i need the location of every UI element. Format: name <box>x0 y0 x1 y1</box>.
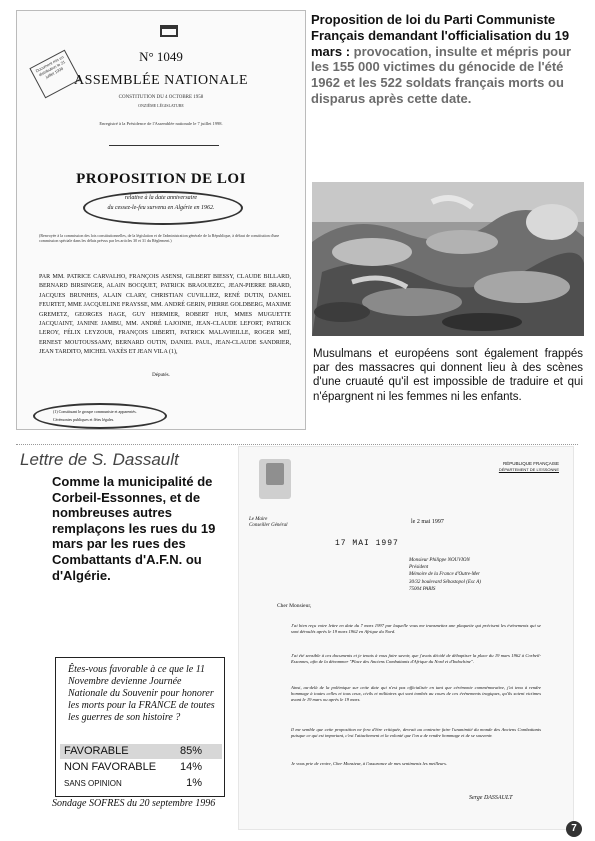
headline-grey-part: provocation, insulte et mépris pour les 155 000 victimes du génocide de l'été 1962 et les 522 soldats français morts ou disparus après cette date. <box>311 43 572 106</box>
letter-paragraph: Ainsi, au-delà de la polémique sur cette date qui n'est pas officialisée en tant que cérémonie commémorative, j'ai tenu à rendre hommage à toutes celles et tous ceux, civils et militaires qui sont tombés au cours de ces événements tragiques, qu'ils soient victimes avant le 19 mars ou après le 19 mars. <box>291 685 541 702</box>
received-date-stamp: 17 MAI 1997 <box>335 539 399 548</box>
bill-title: PROPOSITION DE LOI <box>76 171 246 187</box>
dassault-letter-title: Lettre de S. Dassault <box>20 450 179 469</box>
sender-title-councillor: Conseiller Général <box>249 523 288 528</box>
poll-label: NON FAVORABLE <box>64 761 157 773</box>
distribution-stamp: Document mis en distribution le 21 juillet 1998 <box>29 50 80 99</box>
poll-label: SANS OPINION <box>64 779 122 788</box>
poll-value: 1% <box>186 777 202 789</box>
bill-document-scan <box>16 10 306 430</box>
poll-box <box>55 657 225 797</box>
referral-note: (Renvoyée à la commission des lois constitutionnelles, de la législation et de l'administration générale de la République, à défaut de constitution d'une commission spéciale dans les délais prévus par les articles 30 et 31 du Règlement.) <box>39 233 280 243</box>
addressee-line: 30/32 boulevard Sébastopol (Esc A) <box>409 579 481 585</box>
letter-date: le 2 mai 1997 <box>411 519 444 525</box>
bill-number: N° 1049 <box>139 49 183 64</box>
registration-line: Enregistré à la Présidence de l'Assemblée nationale le 7 juillet 1998. <box>99 121 223 126</box>
letterhead-department: DÉPARTEMENT DE L'ESSONNE <box>498 467 559 472</box>
footnote-highlight-oval <box>33 403 167 429</box>
addressee-line: 75004 PARIS <box>409 586 436 592</box>
addressee-line: Président <box>409 565 429 571</box>
poll-row-non-favorable <box>60 760 222 775</box>
poll-label: FAVORABLE <box>64 745 129 757</box>
letterhead-republic: RÉPUBLIQUE FRANÇAISE <box>502 461 559 466</box>
poll-source: Sondage SOFRES du 20 septembre 1996 <box>52 798 216 809</box>
dassault-letter-scan <box>238 446 574 830</box>
divider-rule <box>109 145 219 146</box>
headline-black-part: Proposition de loi du Parti Communiste Français demandant l'officialisation du 19 mars : <box>311 12 570 59</box>
letter-salutation: Cher Monsieur, <box>277 603 312 609</box>
constitution-line: CONSTITUTION DU 4 OCTOBRE 1958 <box>118 95 204 100</box>
photo-image <box>312 182 584 336</box>
bill-subject-line-2: du cessez-le-feu survenu en Algérie en 1962. <box>107 205 215 211</box>
poll-value: 14% <box>179 761 202 773</box>
footnote-1: (1) Constituant le groupe communiste et apparentés. <box>53 409 137 414</box>
poll-row-no-opinion <box>60 776 222 791</box>
article-headline <box>311 12 583 107</box>
massacre-photo <box>312 182 584 336</box>
page-number: 7 <box>566 821 582 837</box>
poll-value: 85% <box>179 745 202 757</box>
dassault-intro-text: Comme la municipalité de Corbeil-Essonnes, et de nombreuses autres remplaçons les rues du 19 mars par les rues des Combattants d'A.F.N. ou d'Algérie. <box>52 474 216 583</box>
letter-paragraph: Je vous prie de croire, Cher Monsieur, à l'assurance de mes sentiments les meilleurs. <box>291 761 448 766</box>
assembly-name: ASSEMBLÉE NATIONALE <box>74 73 248 88</box>
letter-paragraph: Il me semble que cette proposition ne fera d'être critiquée, devrait au contraire faire l'unanimité du monde des Anciens Combattants puisque ce qui est important, c'est l'attachement et la volonté que l'on a de rendre hommage et de se souvenir. <box>291 727 541 738</box>
legislature-line: ONZIÈME LÉGISLATURE <box>138 103 184 108</box>
addressee-line: Monsieur Philippe NOUVION <box>409 558 470 563</box>
deputies-label: Députés. <box>152 373 170 378</box>
addressee-line: Mémoire de la France d'Outre-Mer <box>409 572 480 578</box>
letter-paragraph: J'ai bien reçu votre lettre en date du 7 mars 1997 par laquelle vous me transmettez une plaquette qui précisent les événements qui se sont déroulés après le 19 mars 1962 en Afrique du Nord. <box>291 623 541 634</box>
crest-inner <box>266 463 284 485</box>
sender-title-mayor: Le Maire <box>249 517 268 522</box>
photo-caption: Musulmans et européens sont également frappés par des massacres qui donnent lieu à des scènes d'une cruauté qu'il est impossible de traduire et qui n'épargnent ni les femmes ni les enfants. <box>313 348 583 403</box>
assembly-emblem-icon <box>160 25 178 37</box>
signers-list: PAR MM. PATRICE CARVALHO, FRANÇOIS ASENSI, GILBERT BIESSY, CLAUDE BILLARD, BERNARD BIRSINGER, ALAIN BOCQUET, PATRICK BRAOUEZEC, JEAN-PIERRE BRARD, JACQUES BRUNHES, ALAIN CLARY, CHRISTIAN CUVILLIEZ, RENÉ DUTIN, DANIEL FEURTET, MME JACQUELINE FRAYSSE, MM. ANDRÉ GERIN, PIERRE GOLDBERG, MAXIME GREMETZ, GEORGES HAGE, GUY HERMIER, ROBERT HUE, MMES MUGUETTE JACQUAINT, JANINE JAMBU, MM. ANDRÉ LAJOINIE, JEAN-CLAUDE LEFORT, PATRICK LEROY, FÉLIX LEYZOUR, FRANÇOIS LIBERTI, PATRICK MALAVIEILLE, ROGER MEÏ, ERNEST MOUTOUSSAMY, BERNARD OUTIN, DANIEL PAUL, JEAN-CLAUDE SANDRIER, JEAN TARDITO, MICHEL VAXÈS ET JEAN VILA (1), <box>39 274 291 356</box>
footnote-2: Cérémonies publiques et fêtes légales. <box>53 417 115 422</box>
section-divider <box>16 444 578 445</box>
letter-signature: Serge DASSAULT <box>469 795 513 801</box>
poll-row-favorable <box>60 744 222 759</box>
poll-question: Êtes-vous favorable à ce que le 11 Novembre devienne Journée Nationale du Souvenir pour honorer les morts pour la FRANCE de toutes les guerres de son histoire ? <box>68 664 215 723</box>
letter-addressee <box>409 557 481 593</box>
bill-subject-line-1: relative à la date anniversaire <box>124 195 198 201</box>
letter-paragraph: J'ai été sensible à ces documents et je tenais à vous faire savoir, que j'avais décidé de débaptiser la place du 19 mars 1962 à Corbeil-Essonnes, afin de la dénommer "Place des Anciens Combattants d'Afrique du Nord et d'Indochine". <box>291 653 541 664</box>
